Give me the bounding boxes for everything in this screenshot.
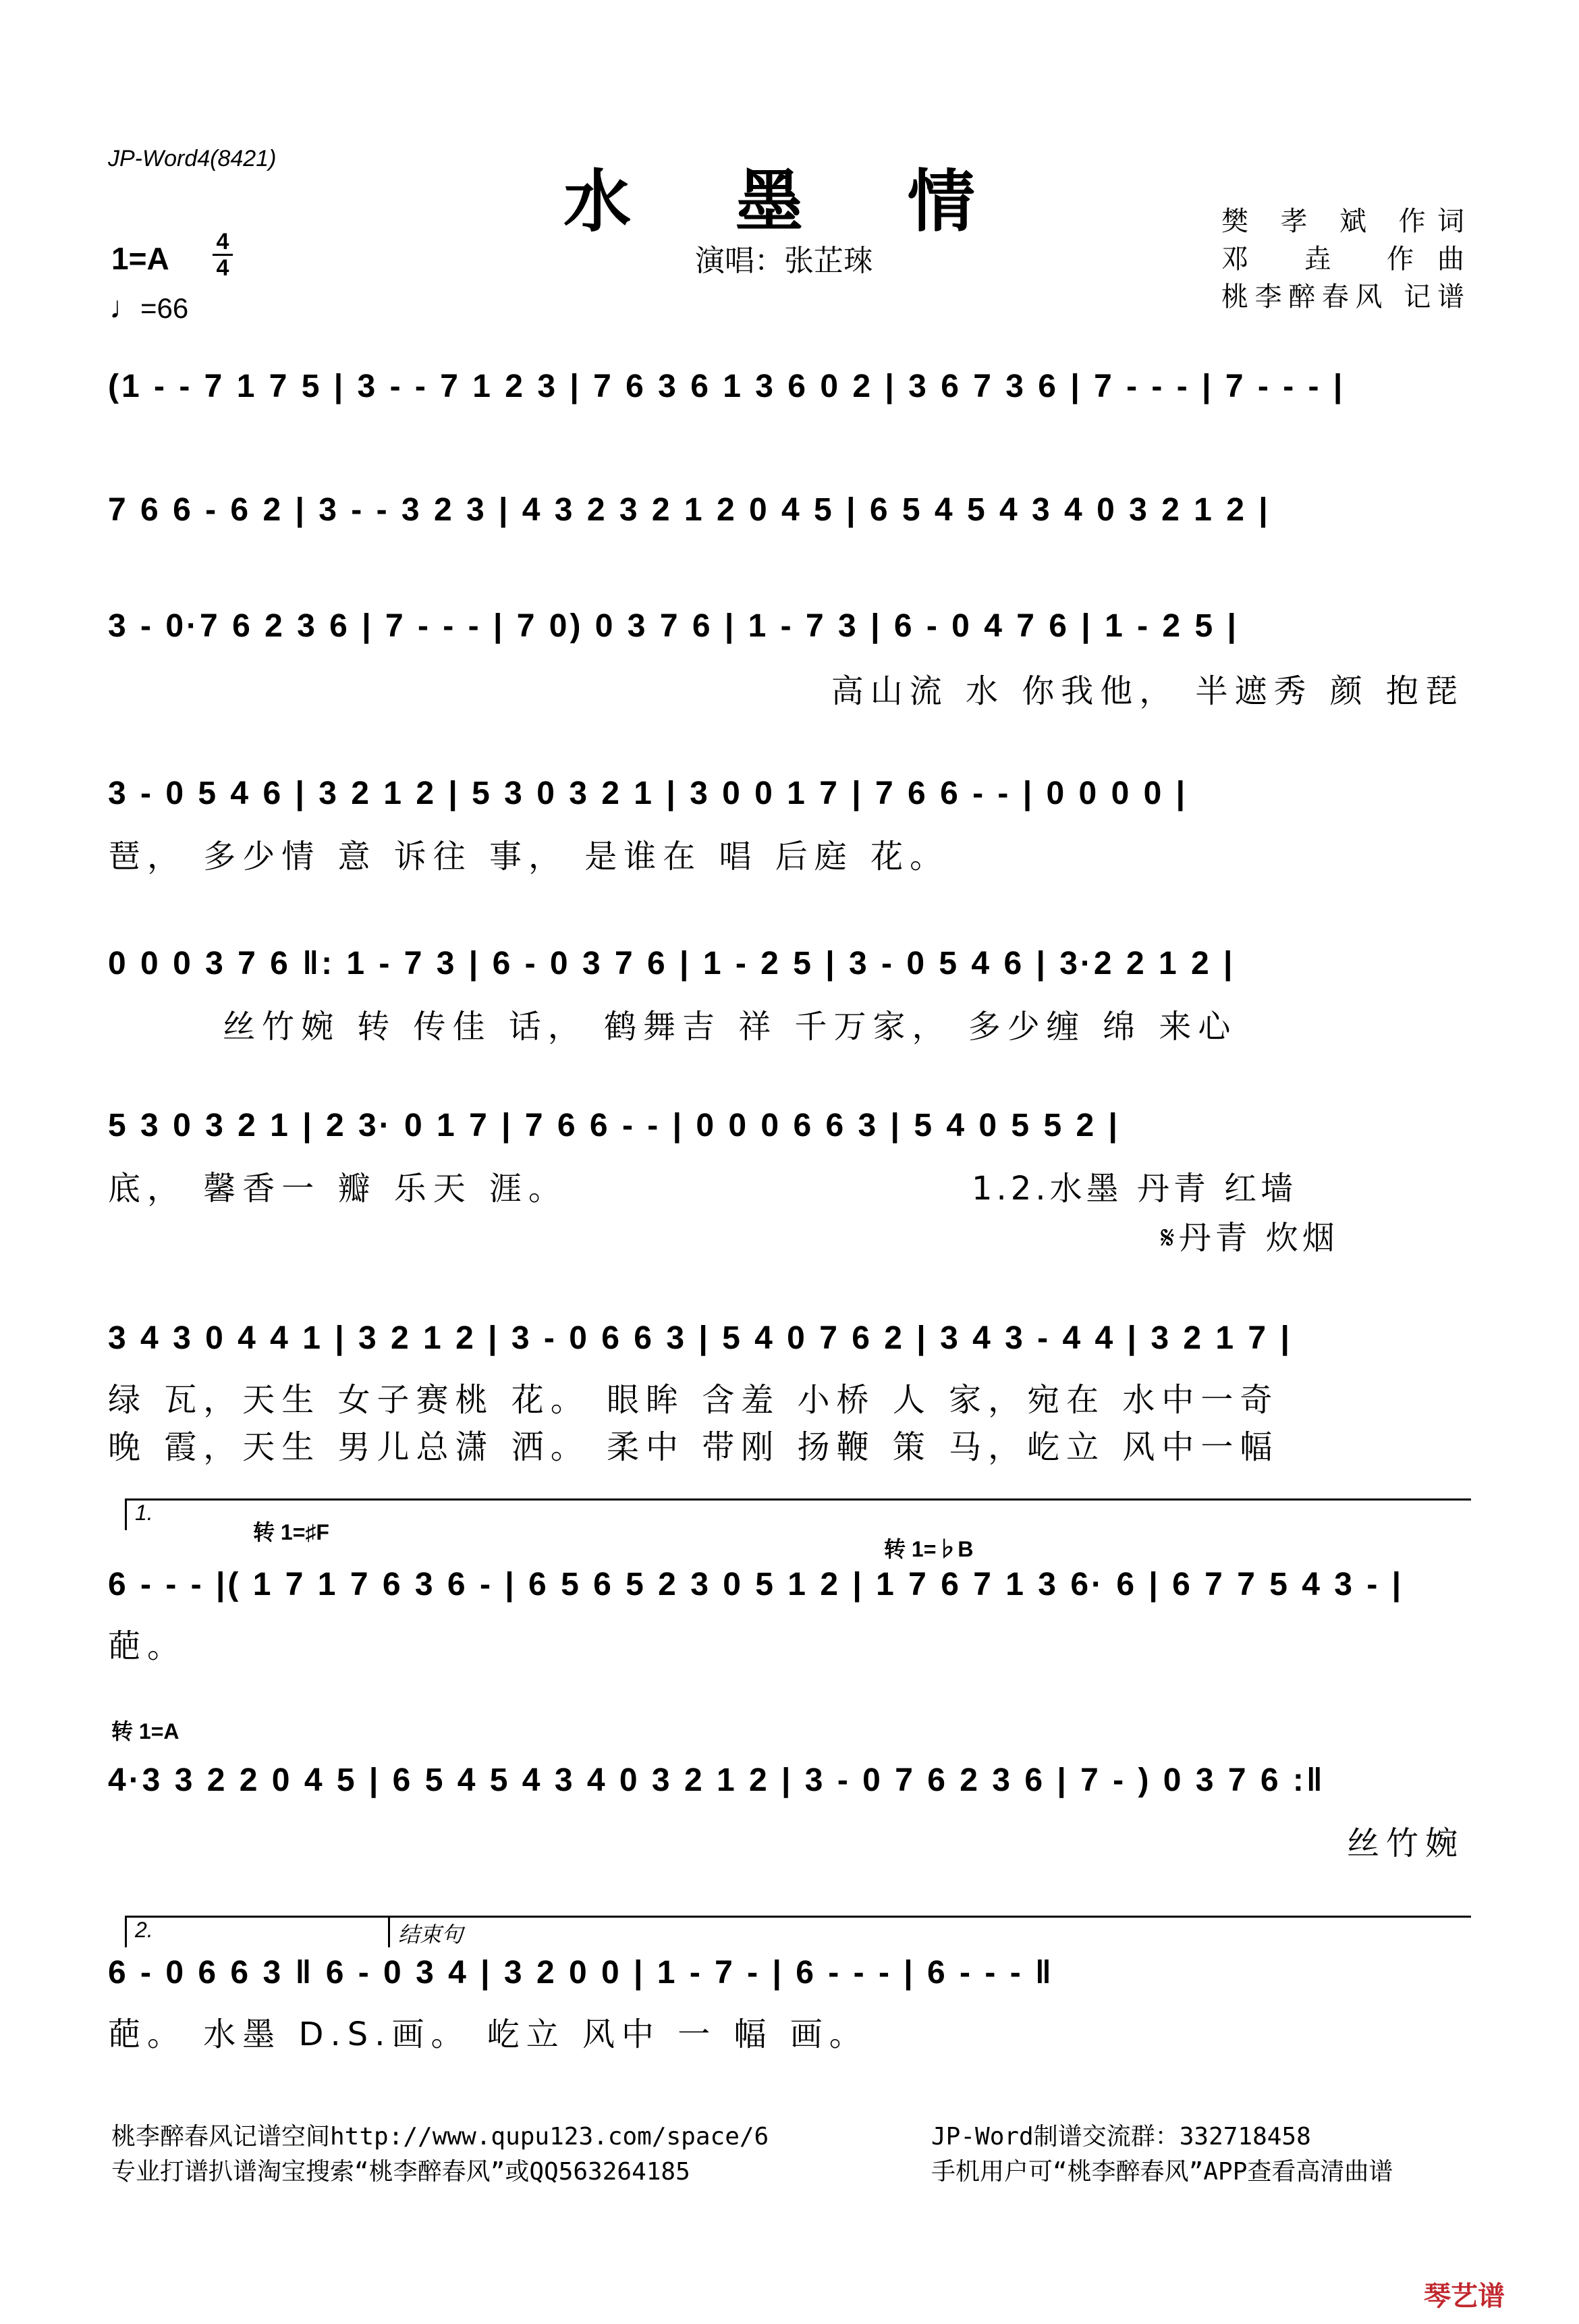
tempo-value: =66	[140, 292, 189, 324]
score-row-5: 0 0 0 3 7 6 ‖: 1 - 7 3 | 6 - 0 3 7 6 | 1 - 2 5 | 3 - 0 5 4 6 | 3·2 2 1 2 |	[108, 946, 1236, 981]
lyricist-credit: 樊 孝 斌 作词	[1221, 206, 1464, 237]
lyric-row-6-verse-2: 𝄋丹青 炊烟	[1161, 1219, 1339, 1257]
volta-bracket-2: 2.	[125, 1916, 391, 1947]
lyric-row-9: 丝竹婉	[1346, 1825, 1464, 1862]
footer-left-line-2: 专业打谱扒谱淘宝搜索“桃李醉春风”或QQ563264185	[111, 2158, 690, 2186]
lyric-row-4: 琶， 多少情 意 诉往 事， 是谁在 唱 后庭 花。	[108, 838, 949, 875]
footer-right	[931, 2119, 1393, 2190]
footer-right-line-1: JP-Word制谱交流群：332718458	[931, 2123, 1311, 2151]
footer-left	[111, 2119, 769, 2190]
score-row-4: 3 - 0 5 4 6 | 3 2 1 2 | 5 3 0 3 2 1 | 3 0 0 1 7 | 7 6 6 - - | 0 0 0 0 |	[108, 776, 1188, 811]
quarter-note-icon: ♩	[109, 290, 140, 325]
score-row-10: 6 - 0 6 6 3 ‖ 6 - 0 3 4 | 3 2 0 0 | 1 - 7 - | 6 - - - | 6 - - - ‖	[108, 1955, 1054, 1991]
lyric-row-8: 葩。	[108, 1627, 187, 1665]
modulation-marker-2: 转 1=♭B	[884, 1537, 974, 1561]
coda-bracket: 结束句	[388, 1916, 1471, 1947]
singer-credit: 演唱：张芷琜	[695, 244, 873, 278]
lyric-row-10: 葩。 水墨 D.S.画。 屹立 风中 一 幅 画。	[108, 2016, 868, 2053]
volta-bracket-1: 1.	[125, 1498, 1471, 1530]
footer-right-line-2: 手机用户可“桃李醉春风”APP查看高清曲谱	[931, 2158, 1393, 2186]
transcriber-credit: 桃李醉春风 记谱	[1221, 281, 1464, 313]
lyric-row-6-verse-1: 1.2.水墨 丹青 红墙	[972, 1170, 1298, 1208]
software-label: JP-Word4(8421)	[108, 146, 277, 171]
lyric-row-5: 丝竹婉 转 传佳 话， 鹤舞吉 祥 千万家， 多少缠 绵 来心	[223, 1008, 1238, 1046]
lyric-row-7-verse-2: 晚 霞，天生 男儿总潇 洒。 柔中 带刚 扬鞭 策 马，屹立 风中一幅	[108, 1428, 1279, 1466]
score-row-7: 3 4 3 0 4 4 1 | 3 2 1 2 | 3 - 0 6 6 3 | 5 4 0 7 6 2 | 3 4 3 - 4 4 | 3 2 1 7 |	[108, 1320, 1292, 1356]
credits-block	[1221, 202, 1464, 316]
modulation-marker-3: 转 1=A	[111, 1719, 179, 1744]
time-top: 4	[216, 229, 229, 254]
brand-logo: 琴艺谱	[1424, 2281, 1505, 2312]
score-row-8: 6 - - - |( 1 7 1 7 6 3 6 - | 6 5 6 5 2 3 0 5 1 2 | 1 7 6 7 1 3 6· 6 | 6 7 7 5 4 3 - |	[108, 1567, 1404, 1602]
score-row-2: 7 6 6 - 6 2 | 3 - - 3 2 3 | 4 3 2 3 2 1 2 0 4 5 | 6 5 4 5 4 3 4 0 3 2 1 2 |	[108, 492, 1271, 528]
key-signature: 1=A	[111, 241, 169, 276]
lyric-row-6: 底， 馨香一 瓣 乐天 涯。	[108, 1170, 568, 1208]
score-row-9: 4·3 3 2 2 0 4 5 | 6 5 4 5 4 3 4 0 3 2 1 2 | 3 - 0 7 6 2 3 6 | 7 - ) 0 3 7 6 :‖	[108, 1762, 1325, 1798]
time-bottom: 4	[216, 255, 229, 281]
composer-credit: 邓 垚 作曲	[1221, 244, 1464, 275]
footer-left-line-1: 桃李醉春风记谱空间http://www.qupu123.com/space/6	[111, 2123, 769, 2151]
modulation-marker-1: 转 1=♯F	[253, 1520, 329, 1544]
score-row-6: 5 3 0 3 2 1 | 2 3· 0 1 7 | 7 6 6 - - | 0 0 0 6 6 3 | 5 4 0 5 5 2 |	[108, 1108, 1120, 1143]
lyric-row-3: 高山流 水 你我他， 半遮秀 颜 抱琵	[831, 672, 1464, 710]
song-title: 水 墨 情	[563, 161, 1016, 241]
time-signature	[213, 229, 233, 280]
score-row-1: (1 - - 7 1 7 5 | 3 - - 7 1 2 3 | 7 6 3 6 1 3 6 0 2 | 3 6 7 3 6 | 7 - - - | 7 - - - |	[108, 369, 1346, 404]
score-row-3: 3 - 0·7 6 2 3 6 | 7 - - - | 7 0) 0 3 7 6 | 1 - 7 3 | 6 - 0 4 7 6 | 1 - 2 5 |	[108, 608, 1239, 644]
tempo-marking	[109, 289, 188, 325]
lyric-row-7-verse-1: 绿 瓦，天生 女子赛桃 花。 眼眸 含羞 小桥 人 家，宛在 水中一奇	[108, 1381, 1279, 1419]
